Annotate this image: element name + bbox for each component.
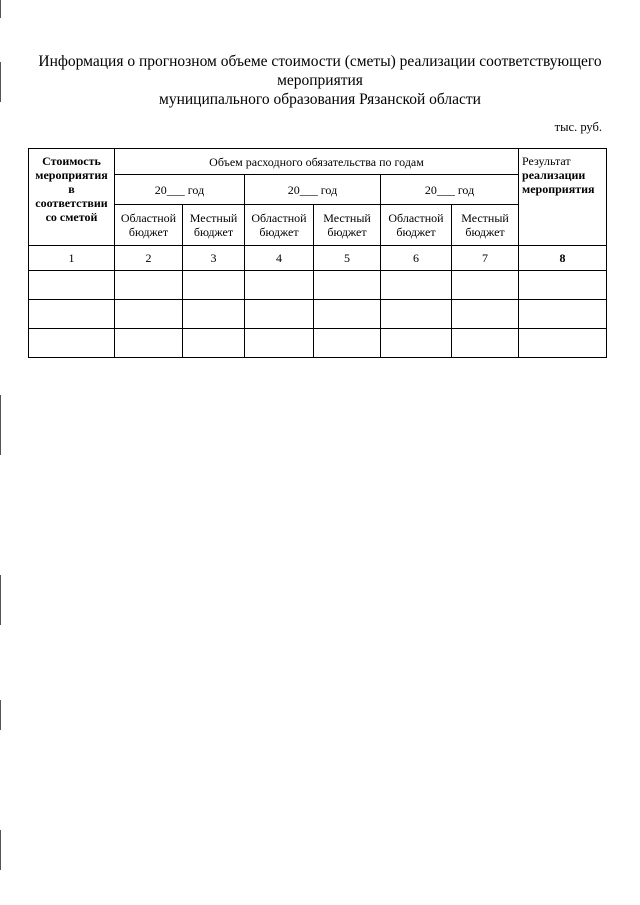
header-regional-budget bbox=[381, 205, 452, 246]
sub-header-line: бюджет bbox=[193, 225, 234, 239]
header-local-budget bbox=[183, 205, 245, 246]
table-cell bbox=[29, 329, 115, 358]
table-cell bbox=[381, 300, 452, 329]
header-regional-budget bbox=[245, 205, 314, 246]
column-number: 2 bbox=[115, 246, 183, 271]
table-cell bbox=[29, 300, 115, 329]
table-cell bbox=[452, 271, 519, 300]
header-obligation-by-years: Объем расходного обязательства по годам bbox=[115, 149, 519, 175]
header-cost-line: соответствии bbox=[35, 196, 108, 210]
header-local-budget bbox=[314, 205, 381, 246]
sub-header-line: бюджет bbox=[128, 225, 169, 239]
sub-header-line: бюджет bbox=[259, 225, 299, 239]
table-cell bbox=[314, 271, 381, 300]
header-cost-line: мероприятия bbox=[35, 168, 108, 182]
table-cell bbox=[314, 300, 381, 329]
sub-header-line: бюджет bbox=[396, 225, 436, 239]
table-cell bbox=[452, 300, 519, 329]
column-number: 3 bbox=[183, 246, 245, 271]
column-number: 6 bbox=[381, 246, 452, 271]
table-cell bbox=[115, 300, 183, 329]
title-line-3: муниципального образования Рязанской области bbox=[159, 91, 481, 108]
table-cell bbox=[183, 300, 245, 329]
header-row-1 bbox=[29, 149, 607, 175]
column-number: 1 bbox=[29, 246, 115, 271]
scan-edge-mark bbox=[0, 575, 1, 625]
table-cell bbox=[183, 329, 245, 358]
scan-edge-mark bbox=[0, 830, 1, 870]
column-number: 5 bbox=[314, 246, 381, 271]
table-cell bbox=[314, 329, 381, 358]
sub-header-line: Областной bbox=[120, 211, 177, 225]
header-result bbox=[519, 149, 607, 246]
scan-edge-mark bbox=[0, 700, 1, 730]
table-cell bbox=[245, 300, 314, 329]
table-cell bbox=[115, 271, 183, 300]
table-cell bbox=[519, 271, 607, 300]
table-cell bbox=[381, 271, 452, 300]
header-local-budget bbox=[452, 205, 519, 246]
scan-edge-mark bbox=[0, 62, 1, 102]
sub-header-line: бюджет bbox=[465, 225, 505, 239]
budget-table bbox=[28, 148, 607, 358]
column-number: 4 bbox=[245, 246, 314, 271]
units-label: тыс. руб. bbox=[554, 120, 602, 134]
table-cell bbox=[115, 329, 183, 358]
sub-header-line: Местный bbox=[461, 211, 509, 225]
table-cell bbox=[519, 329, 607, 358]
header-result-line: мероприятия bbox=[522, 182, 595, 196]
sub-header-line: Областной bbox=[388, 211, 444, 225]
sub-header-line: бюджет bbox=[327, 225, 367, 239]
document-title bbox=[20, 52, 620, 109]
header-result-line: Результат bbox=[522, 154, 571, 168]
sub-header-line: Местный bbox=[323, 211, 371, 225]
header-cost-line: Стоимость bbox=[42, 154, 101, 168]
header-year-1: 20___ год bbox=[115, 175, 245, 205]
sub-header-line: Областной bbox=[251, 211, 307, 225]
table-cell bbox=[245, 329, 314, 358]
sub-header-line: Местный bbox=[189, 211, 238, 225]
header-result-line: реализации bbox=[522, 168, 586, 182]
title-line-1: Информация о прогнозном объеме стоимости (сметы) реализации соответствующего bbox=[38, 53, 602, 70]
table-row bbox=[29, 271, 607, 300]
table-cell bbox=[183, 271, 245, 300]
table-cell bbox=[29, 271, 115, 300]
header-cost-line: в bbox=[68, 182, 75, 196]
table-cell bbox=[381, 329, 452, 358]
scan-edge-mark bbox=[0, 395, 1, 455]
column-number: 8 bbox=[519, 246, 607, 271]
header-year-3: 20___ год bbox=[381, 175, 519, 205]
header-cost-line: со сметой bbox=[45, 210, 98, 224]
header-year-2: 20___ год bbox=[245, 175, 381, 205]
header-cost-by-estimate bbox=[29, 149, 115, 246]
scan-edge-mark bbox=[0, 0, 1, 18]
table-row bbox=[29, 300, 607, 329]
table-cell bbox=[245, 271, 314, 300]
table-row bbox=[29, 329, 607, 358]
header-regional-budget bbox=[115, 205, 183, 246]
table-cell bbox=[519, 300, 607, 329]
column-number: 7 bbox=[452, 246, 519, 271]
table-cell bbox=[452, 329, 519, 358]
title-line-2: мероприятия bbox=[277, 72, 363, 89]
column-number-row bbox=[29, 246, 607, 271]
